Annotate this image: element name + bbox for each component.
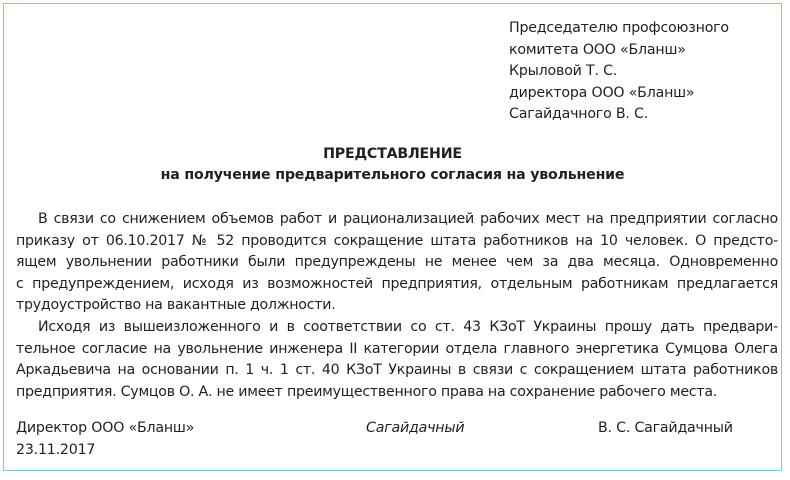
addressee-line: Крыловой Т. С. [509, 63, 618, 80]
body-line: приказу от 06.10.2017 № 52 проводится сокращение штата работников на 10 человек. О предсто- [16, 232, 778, 249]
body-line: тельное согласие на увольнение инженера II категории отдела главного энергетика Сумцова Олега [16, 340, 778, 357]
handwritten-signature: Сагайдачный [366, 420, 465, 436]
signatory-name: В. С. Сагайдачный [598, 420, 733, 436]
body-line: Исходя из вышеизложенного и в соответствии со ст. 43 КЗоТ Украины прошу дать предвари- [38, 318, 778, 335]
body-line: с предупреждением, исходя из возможностей предприятия, отдельным работникам предлагается [16, 275, 778, 292]
body-line: Аркадьевича на основании п. 1 ч. 1 ст. 40 КЗоТ Украины в связи с сокращением штата работников [16, 362, 778, 379]
document-page [3, 3, 782, 471]
body-line: ящем увольнении работники были предупреждены не менее чем за два месяца. Одновременно [16, 254, 778, 271]
document-title: ПРЕДСТАВЛЕНИЕ [323, 146, 462, 162]
body-line: предприятия. Сумцов О. А. не имеет преимущественного права на сохранение рабочего места. [16, 383, 718, 400]
signatory-position: Директор ООО «Бланш» [16, 420, 195, 436]
signature-position-block [16, 418, 194, 461]
document-body [16, 209, 778, 403]
addressee-line: комитета ООО «Бланш» [509, 41, 686, 58]
addressee-line: директора ООО «Бланш» [509, 84, 695, 101]
addressee-line: Председателю профсоюзного [509, 20, 729, 36]
body-line: В связи со снижением объемов работ и рационализацией рабочих мест на предприятии согласно [38, 211, 778, 227]
document-date: 23.11.2017 [16, 441, 96, 458]
document-subtitle: на получение предварительного согласия на увольнение [160, 167, 625, 183]
addressee-line: Сагайдачного В. С. [509, 106, 649, 123]
body-line: трудоустройство на вакантные должности. [16, 297, 336, 314]
addressee-block [509, 18, 729, 126]
